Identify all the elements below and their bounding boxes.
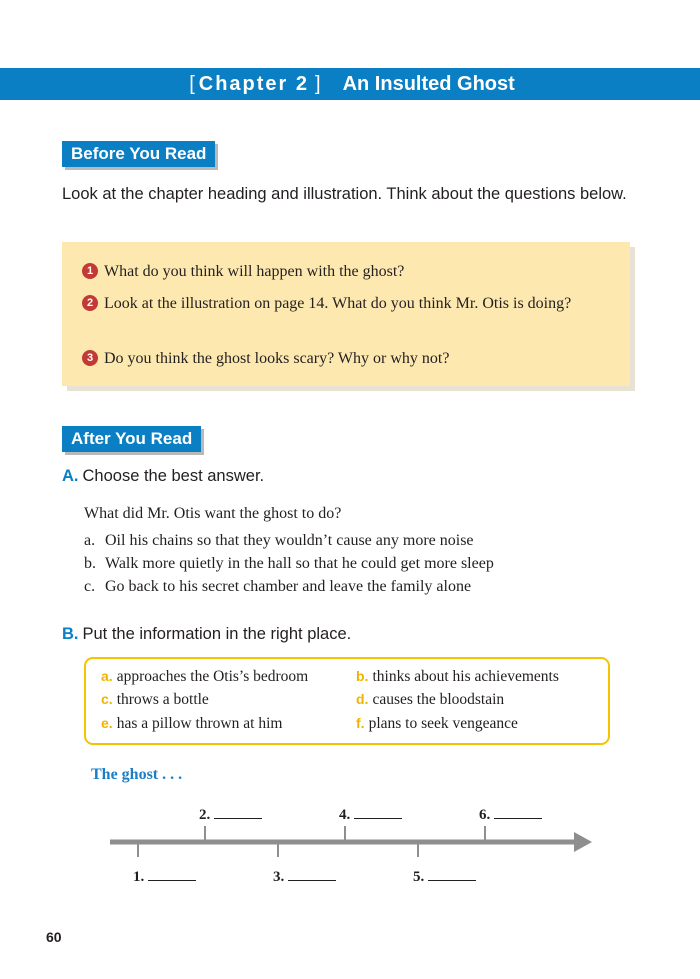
- answer-option-c[interactable]: [84, 578, 471, 596]
- option-text: Walk more quietly in the hall so that he could get more sleep: [105, 555, 494, 572]
- info-item-c[interactable]: [101, 691, 209, 709]
- timeline-slot-number: 4.: [339, 807, 351, 823]
- section-a-instruction: Choose the best answer.: [82, 467, 265, 485]
- answer-blank[interactable]: [288, 866, 336, 881]
- answer-blank[interactable]: [214, 804, 262, 819]
- timeline-slot-6[interactable]: [479, 804, 542, 824]
- section-a-question: What did Mr. Otis want the ghost to do?: [84, 505, 342, 522]
- section-a-label: [62, 467, 264, 486]
- question-item: [82, 347, 602, 370]
- answer-option-b[interactable]: [84, 555, 494, 573]
- section-a-letter: A.: [62, 467, 79, 485]
- info-item-text: throws a bottle: [116, 691, 209, 708]
- info-item-a[interactable]: [101, 668, 308, 686]
- question-text: Look at the illustration on page 14. What do you think Mr. Otis is doing?: [104, 295, 572, 312]
- timeline-slot-3[interactable]: [273, 866, 336, 886]
- info-item-letter: f.: [356, 715, 365, 731]
- answer-blank[interactable]: [428, 866, 476, 881]
- timeline-slot-number: 5.: [413, 869, 425, 885]
- timeline-slot-1[interactable]: [133, 866, 196, 886]
- info-item-b[interactable]: [356, 668, 559, 686]
- section-b-label: [62, 625, 351, 644]
- chapter-label: Chapter 2: [198, 72, 310, 95]
- info-item-letter: a.: [101, 668, 113, 684]
- timeline-arrowhead: [574, 832, 592, 852]
- option-letter: a.: [84, 532, 96, 549]
- answer-blank[interactable]: [148, 866, 196, 881]
- info-item-text: plans to seek vengeance: [368, 715, 518, 732]
- chapter-banner: [0, 68, 700, 100]
- info-item-letter: c.: [101, 691, 113, 707]
- answer-blank[interactable]: [354, 804, 402, 819]
- option-letter: b.: [84, 555, 96, 572]
- information-box: [84, 657, 610, 745]
- option-text: Oil his chains so that they wouldn’t cause any more noise: [105, 532, 474, 549]
- info-item-text: causes the bloodstain: [372, 691, 505, 708]
- info-item-f[interactable]: [356, 715, 518, 733]
- chapter-bracket-close: ]: [315, 72, 321, 95]
- question-text: Do you think the ghost looks scary? Why or why not?: [104, 350, 450, 367]
- chapter-title: An Insulted Ghost: [342, 72, 515, 95]
- number-circle-icon: 3: [82, 350, 98, 366]
- timeline-slot-number: 1.: [133, 869, 145, 885]
- info-item-letter: b.: [356, 668, 369, 684]
- timeline-slot-5[interactable]: [413, 866, 476, 886]
- info-item-letter: e.: [101, 715, 113, 731]
- info-item-d[interactable]: [356, 691, 504, 709]
- answer-blank[interactable]: [494, 804, 542, 819]
- info-item-letter: d.: [356, 691, 369, 707]
- info-item-text: has a pillow thrown at him: [116, 715, 283, 732]
- after-you-read-heading: After You Read: [62, 426, 201, 452]
- number-circle-icon: 2: [82, 295, 98, 311]
- question-box: [62, 242, 630, 386]
- question-text: What do you think will happen with the ghost?: [104, 263, 405, 280]
- before-you-read-heading: Before You Read: [62, 141, 215, 167]
- timeline-slot-number: 2.: [199, 807, 211, 823]
- before-you-read-intro: Look at the chapter heading and illustration. Think about the questions below.: [62, 185, 627, 203]
- info-item-text: approaches the Otis’s bedroom: [116, 668, 309, 685]
- option-letter: c.: [84, 578, 96, 595]
- timeline-title: The ghost . . .: [91, 766, 183, 783]
- option-text: Go back to his secret chamber and leave the family alone: [105, 578, 472, 595]
- timeline-slot-2[interactable]: [199, 804, 262, 824]
- timeline-slot-number: 6.: [479, 807, 491, 823]
- section-b-instruction: Put the information in the right place.: [82, 625, 352, 643]
- timeline-slot-number: 3.: [273, 869, 285, 885]
- section-b-letter: B.: [62, 625, 79, 643]
- chapter-bracket-open: [: [189, 72, 195, 95]
- number-circle-icon: 1: [82, 263, 98, 279]
- page-number: 60: [46, 929, 62, 945]
- timeline-slot-4[interactable]: [339, 804, 402, 824]
- info-item-text: thinks about his achievements: [372, 668, 559, 685]
- question-item: [82, 292, 602, 315]
- info-item-e[interactable]: [101, 715, 282, 733]
- question-item: [82, 260, 602, 283]
- answer-option-a[interactable]: [84, 532, 474, 550]
